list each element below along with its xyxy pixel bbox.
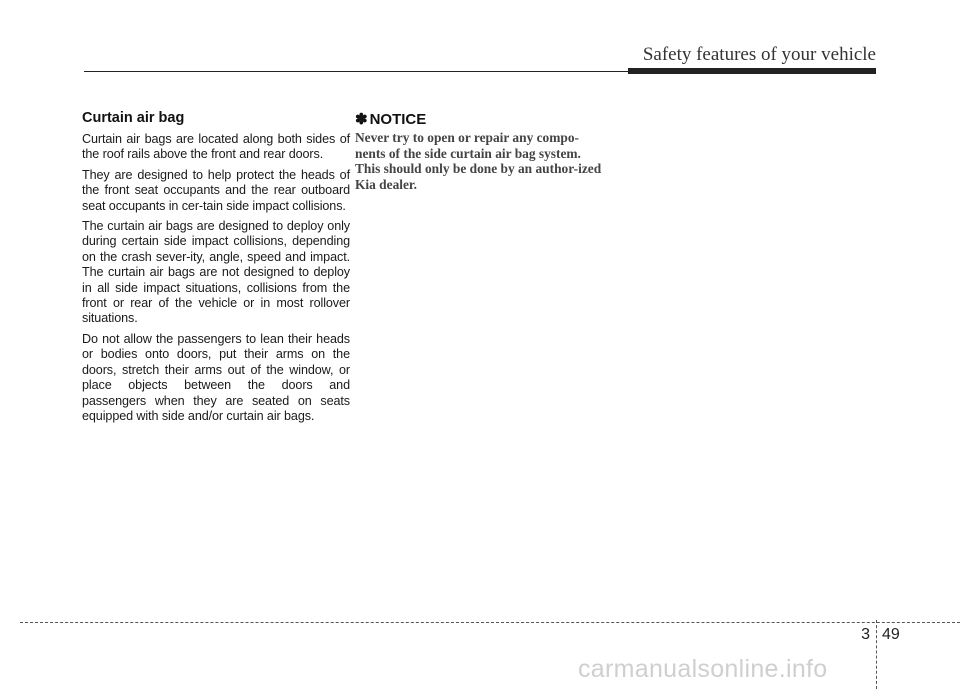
notice-asterisk-icon: ✽ [355,111,368,128]
chapter-number: 3 [861,626,870,643]
footer-dashed-rule [20,622,960,623]
watermark: carmanualsonline.info [578,655,828,683]
header-rule-thin [84,71,630,72]
left-column [82,110,350,429]
page-number: 49 [882,626,900,643]
header-title: Safety features of your vehicle [642,44,876,65]
paragraph-purpose: They are designed to help protect the heads of the front seat occupants and the rear outboard seat occupants in cer-tain side impact collisions. [82,167,350,213]
notice-box [355,110,607,192]
notice-heading [355,110,607,128]
section-heading-curtain-air-bag: Curtain air bag [82,110,185,126]
footer-vertical-dashed-rule [876,620,877,689]
header-rule-thick [628,68,876,74]
paragraph-warning: Do not allow the passengers to lean their heads or bodies onto doors, put their arms on the doors, stretch their arms out of the window, or place objects between the doors and passengers when they are seated on seats equipped with side and/or curtain air bags. [82,331,350,423]
paragraph-deployment: The curtain air bags are designed to deploy only during certain side impact collisions, depending on the crash sever-ity, angle, speed and impact. The curtain air bags are not designed to deploy in all side impact situations, collisions from the front or rear of the vehicle or in most rollover situations. [82,219,350,326]
paragraph-location: Curtain air bags are located along both sides of the roof rails above the front and rear doors. [82,132,350,162]
notice-heading-text: NOTICE [369,111,427,128]
notice-body: Never try to open or repair any compo-nents of the side curtain air bag system. This should only be done by an author-ized Kia dealer. [355,130,602,192]
